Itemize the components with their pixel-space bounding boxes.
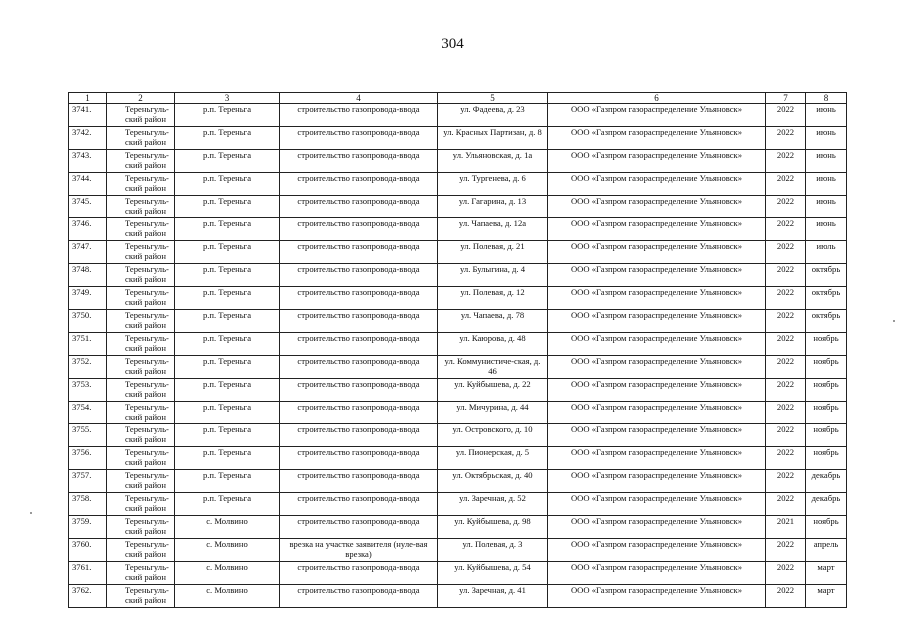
year-cell: 2022 bbox=[766, 310, 806, 333]
work-type-cell: строительство газопровода-ввода bbox=[280, 447, 438, 470]
table-container bbox=[68, 92, 846, 608]
work-type-cell: врезка на участке заявителя (нуле-вая врезка) bbox=[280, 538, 438, 561]
region-cell: Тереньгуль-ский район bbox=[107, 355, 175, 378]
row-number-cell: 3744. bbox=[69, 172, 107, 195]
locality-cell: с. Молвино bbox=[175, 561, 280, 584]
locality-cell: с. Молвино bbox=[175, 538, 280, 561]
locality-cell: р.п. Тереньга bbox=[175, 332, 280, 355]
locality-cell: с. Молвино bbox=[175, 516, 280, 539]
work-type-cell: строительство газопровода-ввода bbox=[280, 264, 438, 287]
region-cell: Тереньгуль-ский район bbox=[107, 264, 175, 287]
table-row bbox=[69, 241, 847, 264]
locality-cell: р.п. Тереньга bbox=[175, 378, 280, 401]
month-cell: декабрь bbox=[806, 493, 847, 516]
year-cell: 2022 bbox=[766, 149, 806, 172]
work-type-cell: строительство газопровода-ввода bbox=[280, 355, 438, 378]
address-cell: ул. Островского, д. 10 bbox=[438, 424, 548, 447]
locality-cell: р.п. Тереньга bbox=[175, 218, 280, 241]
work-type-cell: строительство газопровода-ввода bbox=[280, 149, 438, 172]
region-cell: Тереньгуль-ский район bbox=[107, 172, 175, 195]
organization-cell: ООО «Газпром газораспределение Ульяновск» bbox=[548, 401, 766, 424]
locality-cell: р.п. Тереньга bbox=[175, 447, 280, 470]
row-number-cell: 3753. bbox=[69, 378, 107, 401]
month-cell: ноябрь bbox=[806, 332, 847, 355]
table-row bbox=[69, 561, 847, 584]
locality-cell: р.п. Тереньга bbox=[175, 355, 280, 378]
month-cell: ноябрь bbox=[806, 378, 847, 401]
table-row bbox=[69, 172, 847, 195]
year-cell: 2022 bbox=[766, 493, 806, 516]
organization-cell: ООО «Газпром газораспределение Ульяновск» bbox=[548, 424, 766, 447]
locality-cell: р.п. Тереньга bbox=[175, 470, 280, 493]
page-number: 304 bbox=[441, 36, 464, 52]
address-cell: ул. Тургенева, д. 6 bbox=[438, 172, 548, 195]
region-cell: Тереньгуль-ский район bbox=[107, 332, 175, 355]
year-cell: 2022 bbox=[766, 218, 806, 241]
table-row bbox=[69, 287, 847, 310]
month-cell: март bbox=[806, 561, 847, 584]
work-type-cell: строительство газопровода-ввода bbox=[280, 516, 438, 539]
month-cell: июнь bbox=[806, 218, 847, 241]
work-type-cell: строительство газопровода-ввода bbox=[280, 310, 438, 333]
work-type-cell: строительство газопровода-ввода bbox=[280, 470, 438, 493]
table-row bbox=[69, 584, 847, 607]
work-type-cell: строительство газопровода-ввода bbox=[280, 332, 438, 355]
year-cell: 2022 bbox=[766, 355, 806, 378]
month-cell: октябрь bbox=[806, 287, 847, 310]
organization-cell: ООО «Газпром газораспределение Ульяновск» bbox=[548, 104, 766, 127]
work-type-cell: строительство газопровода-ввода bbox=[280, 287, 438, 310]
address-cell: ул. Коммунистиче-ская, д. 46 bbox=[438, 355, 548, 378]
row-number-cell: 3742. bbox=[69, 126, 107, 149]
organization-cell: ООО «Газпром газораспределение Ульяновск» bbox=[548, 287, 766, 310]
organization-cell: ООО «Газпром газораспределение Ульяновск» bbox=[548, 172, 766, 195]
table-body bbox=[69, 104, 847, 608]
row-number-cell: 3752. bbox=[69, 355, 107, 378]
organization-cell: ООО «Газпром газораспределение Ульяновск» bbox=[548, 493, 766, 516]
header-cell: 6 bbox=[548, 93, 766, 104]
organization-cell: ООО «Газпром газораспределение Ульяновск» bbox=[548, 218, 766, 241]
row-number-cell: 3751. bbox=[69, 332, 107, 355]
table-row bbox=[69, 378, 847, 401]
organization-cell: ООО «Газпром газораспределение Ульяновск» bbox=[548, 378, 766, 401]
table-row bbox=[69, 401, 847, 424]
address-cell: ул. Мичурина, д. 44 bbox=[438, 401, 548, 424]
work-type-cell: строительство газопровода-ввода bbox=[280, 126, 438, 149]
region-cell: Тереньгуль-ский район bbox=[107, 287, 175, 310]
locality-cell: р.п. Тереньга bbox=[175, 401, 280, 424]
table-row bbox=[69, 126, 847, 149]
locality-cell: р.п. Тереньга bbox=[175, 126, 280, 149]
organization-cell: ООО «Газпром газораспределение Ульяновск» bbox=[548, 310, 766, 333]
address-cell: ул. Чапаева, д. 12а bbox=[438, 218, 548, 241]
year-cell: 2022 bbox=[766, 401, 806, 424]
work-type-cell: строительство газопровода-ввода bbox=[280, 104, 438, 127]
year-cell: 2022 bbox=[766, 104, 806, 127]
month-cell: июнь bbox=[806, 104, 847, 127]
header-cell: 4 bbox=[280, 93, 438, 104]
table-row bbox=[69, 310, 847, 333]
address-cell: ул. Куйбышева, д. 98 bbox=[438, 516, 548, 539]
table-row bbox=[69, 218, 847, 241]
locality-cell: р.п. Тереньга bbox=[175, 172, 280, 195]
region-cell: Тереньгуль-ский район bbox=[107, 401, 175, 424]
row-number-cell: 3761. bbox=[69, 561, 107, 584]
year-cell: 2022 bbox=[766, 264, 806, 287]
month-cell: июнь bbox=[806, 126, 847, 149]
table-row bbox=[69, 264, 847, 287]
month-cell: июль bbox=[806, 241, 847, 264]
region-cell: Тереньгуль-ский район bbox=[107, 104, 175, 127]
table-row bbox=[69, 538, 847, 561]
year-cell: 2022 bbox=[766, 241, 806, 264]
address-cell: ул. Полевая, д. 12 bbox=[438, 287, 548, 310]
region-cell: Тереньгуль-ский район bbox=[107, 126, 175, 149]
locality-cell: р.п. Тереньга bbox=[175, 104, 280, 127]
year-cell: 2022 bbox=[766, 126, 806, 149]
row-number-cell: 3748. bbox=[69, 264, 107, 287]
row-number-cell: 3759. bbox=[69, 516, 107, 539]
row-number-cell: 3756. bbox=[69, 447, 107, 470]
region-cell: Тереньгуль-ский район bbox=[107, 447, 175, 470]
month-cell: ноябрь bbox=[806, 424, 847, 447]
address-cell: ул. Каюрова, д. 48 bbox=[438, 332, 548, 355]
locality-cell: р.п. Тереньга bbox=[175, 287, 280, 310]
scan-mark bbox=[30, 512, 32, 514]
month-cell: октябрь bbox=[806, 264, 847, 287]
region-cell: Тереньгуль-ский район bbox=[107, 516, 175, 539]
year-cell: 2021 bbox=[766, 516, 806, 539]
row-number-cell: 3758. bbox=[69, 493, 107, 516]
region-cell: Тереньгуль-ский район bbox=[107, 195, 175, 218]
address-cell: ул. Полевая, д. 3 bbox=[438, 538, 548, 561]
address-cell: ул. Чапаева, д. 78 bbox=[438, 310, 548, 333]
work-type-cell: строительство газопровода-ввода bbox=[280, 401, 438, 424]
organization-cell: ООО «Газпром газораспределение Ульяновск» bbox=[548, 126, 766, 149]
address-cell: ул. Булыгина, д. 4 bbox=[438, 264, 548, 287]
locality-cell: р.п. Тереньга bbox=[175, 493, 280, 516]
month-cell: ноябрь bbox=[806, 401, 847, 424]
organization-cell: ООО «Газпром газораспределение Ульяновск» bbox=[548, 241, 766, 264]
work-type-cell: строительство газопровода-ввода bbox=[280, 584, 438, 607]
scan-mark bbox=[893, 320, 895, 322]
table-row bbox=[69, 424, 847, 447]
work-type-cell: строительство газопровода-ввода bbox=[280, 241, 438, 264]
locality-cell: р.п. Тереньга bbox=[175, 424, 280, 447]
address-cell: ул. Полевая, д. 21 bbox=[438, 241, 548, 264]
address-cell: ул. Заречная, д. 52 bbox=[438, 493, 548, 516]
year-cell: 2022 bbox=[766, 332, 806, 355]
organization-cell: ООО «Газпром газораспределение Ульяновск» bbox=[548, 149, 766, 172]
address-cell: ул. Красных Партизан, д. 8 bbox=[438, 126, 548, 149]
work-type-cell: строительство газопровода-ввода bbox=[280, 493, 438, 516]
organization-cell: ООО «Газпром газораспределение Ульяновск» bbox=[548, 264, 766, 287]
month-cell: ноябрь bbox=[806, 447, 847, 470]
month-cell: июнь bbox=[806, 172, 847, 195]
row-number-cell: 3741. bbox=[69, 104, 107, 127]
year-cell: 2022 bbox=[766, 172, 806, 195]
address-cell: ул. Куйбышева, д. 22 bbox=[438, 378, 548, 401]
row-number-cell: 3747. bbox=[69, 241, 107, 264]
header-cell: 3 bbox=[175, 93, 280, 104]
row-number-cell: 3750. bbox=[69, 310, 107, 333]
organization-cell: ООО «Газпром газораспределение Ульяновск» bbox=[548, 332, 766, 355]
table-row bbox=[69, 470, 847, 493]
address-cell: ул. Октябрьская, д. 40 bbox=[438, 470, 548, 493]
work-type-cell: строительство газопровода-ввода bbox=[280, 172, 438, 195]
month-cell: октябрь bbox=[806, 310, 847, 333]
year-cell: 2022 bbox=[766, 470, 806, 493]
table-row bbox=[69, 516, 847, 539]
header-cell: 1 bbox=[69, 93, 107, 104]
address-cell: ул. Куйбышева, д. 54 bbox=[438, 561, 548, 584]
address-cell: ул. Ульяновская, д. 1а bbox=[438, 149, 548, 172]
address-cell: ул. Заречная, д. 41 bbox=[438, 584, 548, 607]
table-row bbox=[69, 493, 847, 516]
work-type-cell: строительство газопровода-ввода bbox=[280, 424, 438, 447]
organization-cell: ООО «Газпром газораспределение Ульяновск» bbox=[548, 447, 766, 470]
region-cell: Тереньгуль-ский район bbox=[107, 241, 175, 264]
address-cell: ул. Фадеева, д. 23 bbox=[438, 104, 548, 127]
month-cell: декабрь bbox=[806, 470, 847, 493]
header-cell: 7 bbox=[766, 93, 806, 104]
region-cell: Тереньгуль-ский район bbox=[107, 378, 175, 401]
month-cell: ноябрь bbox=[806, 355, 847, 378]
header-row bbox=[69, 93, 847, 104]
organization-cell: ООО «Газпром газораспределение Ульяновск» bbox=[548, 538, 766, 561]
organization-cell: ООО «Газпром газораспределение Ульяновск» bbox=[548, 470, 766, 493]
header-cell: 5 bbox=[438, 93, 548, 104]
month-cell: июнь bbox=[806, 195, 847, 218]
locality-cell: р.п. Тереньга bbox=[175, 310, 280, 333]
row-number-cell: 3760. bbox=[69, 538, 107, 561]
row-number-cell: 3754. bbox=[69, 401, 107, 424]
work-type-cell: строительство газопровода-ввода bbox=[280, 218, 438, 241]
organization-cell: ООО «Газпром газораспределение Ульяновск» bbox=[548, 561, 766, 584]
table-row bbox=[69, 332, 847, 355]
table-row bbox=[69, 447, 847, 470]
row-number-cell: 3745. bbox=[69, 195, 107, 218]
region-cell: Тереньгуль-ский район bbox=[107, 218, 175, 241]
row-number-cell: 3743. bbox=[69, 149, 107, 172]
year-cell: 2022 bbox=[766, 584, 806, 607]
year-cell: 2022 bbox=[766, 195, 806, 218]
address-cell: ул. Гагарина, д. 13 bbox=[438, 195, 548, 218]
address-cell: ул. Пионерская, д. 5 bbox=[438, 447, 548, 470]
work-type-cell: строительство газопровода-ввода bbox=[280, 195, 438, 218]
header-cell: 8 bbox=[806, 93, 847, 104]
table-row bbox=[69, 355, 847, 378]
region-cell: Тереньгуль-ский район bbox=[107, 149, 175, 172]
work-type-cell: строительство газопровода-ввода bbox=[280, 378, 438, 401]
organization-cell: ООО «Газпром газораспределение Ульяновск» bbox=[548, 355, 766, 378]
table-row bbox=[69, 149, 847, 172]
locality-cell: р.п. Тереньга bbox=[175, 195, 280, 218]
table-row bbox=[69, 104, 847, 127]
row-number-cell: 3762. bbox=[69, 584, 107, 607]
organization-cell: ООО «Газпром газораспределение Ульяновск» bbox=[548, 516, 766, 539]
locality-cell: р.п. Тереньга bbox=[175, 264, 280, 287]
region-cell: Тереньгуль-ский район bbox=[107, 310, 175, 333]
work-type-cell: строительство газопровода-ввода bbox=[280, 561, 438, 584]
year-cell: 2022 bbox=[766, 287, 806, 310]
row-number-cell: 3749. bbox=[69, 287, 107, 310]
locality-cell: р.п. Тереньга bbox=[175, 241, 280, 264]
organization-cell: ООО «Газпром газораспределение Ульяновск» bbox=[548, 584, 766, 607]
month-cell: март bbox=[806, 584, 847, 607]
row-number-cell: 3746. bbox=[69, 218, 107, 241]
year-cell: 2022 bbox=[766, 538, 806, 561]
region-cell: Тереньгуль-ский район bbox=[107, 538, 175, 561]
row-number-cell: 3757. bbox=[69, 470, 107, 493]
region-cell: Тереньгуль-ский район bbox=[107, 561, 175, 584]
locality-cell: с. Молвино bbox=[175, 584, 280, 607]
region-cell: Тереньгуль-ский район bbox=[107, 493, 175, 516]
month-cell: июнь bbox=[806, 149, 847, 172]
year-cell: 2022 bbox=[766, 447, 806, 470]
year-cell: 2022 bbox=[766, 424, 806, 447]
region-cell: Тереньгуль-ский район bbox=[107, 584, 175, 607]
row-number-cell: 3755. bbox=[69, 424, 107, 447]
year-cell: 2022 bbox=[766, 378, 806, 401]
region-cell: Тереньгуль-ский район bbox=[107, 424, 175, 447]
table-row bbox=[69, 195, 847, 218]
gas-connection-table bbox=[68, 92, 847, 608]
region-cell: Тереньгуль-ский район bbox=[107, 470, 175, 493]
year-cell: 2022 bbox=[766, 561, 806, 584]
month-cell: апрель bbox=[806, 538, 847, 561]
header-cell: 2 bbox=[107, 93, 175, 104]
locality-cell: р.п. Тереньга bbox=[175, 149, 280, 172]
organization-cell: ООО «Газпром газораспределение Ульяновск» bbox=[548, 195, 766, 218]
month-cell: ноябрь bbox=[806, 516, 847, 539]
